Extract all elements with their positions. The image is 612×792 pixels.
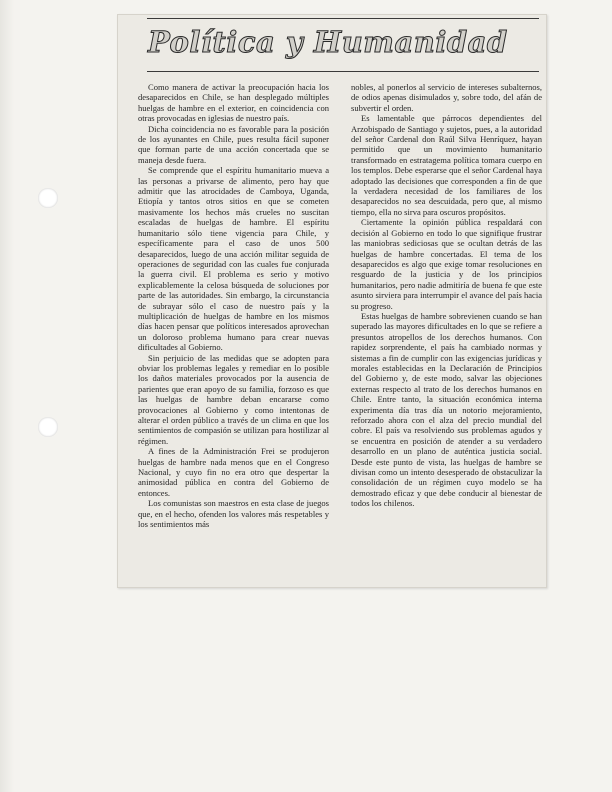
paragraph: Sin perjuicio de las medidas que se adopten para obviar los problemas legales y remediar en lo posible los daños materiales provocados por la ausencia de parientes que eran apoyo de su familia, forzoso es que las huelgas de hambre deban encararse como provocaciones al Gobierno y como intentonas de alterar el orden público a través de un clima en que los sentimientos de compasión se utilizan para hostilizar al régimen.	[138, 352, 329, 446]
punch-hole-bottom	[38, 417, 58, 437]
paragraph: Se comprende que el espíritu humanitario mueva a las personas a privarse de alimento, pero hay que admitir que las atrocidades de Camboya, Uganda, Etiopía y tantos otros sitios en que se cometen masivamente los hechos más crueles no suscitan escaladas de huelgas de hambre. El espíritu humanitario sólo tiene vigencia para Chile, y específicamente para el caso de unos 500 desaparecidos, luego de una acción militar seguida de operaciones de seguridad con las cuales fue conjurada la guerra civil. El problema es serio y motivo explicablemente la celosa búsqueda de soluciones por parte de las autoridades. Sin embargo, la circunstancia de subrayar sólo el caso de nuestro país y la multiplicación de huelgas de hambre en los mismos días hacen pensar que políticos interesados aprovechan un doloroso problema humano para crear nuevas dificultades al Gobierno.	[138, 165, 329, 353]
right-column	[351, 82, 542, 509]
paragraph: Es lamentable que párrocos dependientes del Arzobispado de Santiago y sujetos, pues, a la autoridad del señor Cardenal don Raúl Silva Henríquez, hayan permitido que un movimiento humanitario transformado en estratagema política tomara cuerpo en los templos. Debe esperarse que el señor Cardenal haya adoptado las decisiones que corresponden a fin de que la verdadera necesidad de los familiares de los desaparecidos no sea descuidada, pero que, al mismo tiempo, ella no sirva para oscuros propósitos.	[351, 113, 542, 217]
page-left-edge	[0, 0, 14, 792]
punch-hole-top	[38, 188, 58, 208]
paragraph: Estas huelgas de hambre sobrevienen cuando se han superado las mayores dificultades en lo que se refiere a presuntos atropellos de los derechos humanos. Con rapidez sorprendente, el país ha cambiado normas y sistemas a fin de cumplir con las exigencias jurídicas y morales establecidas en la Declaración de Principios del Gobierno y, de este modo, salvar las objeciones externas respecto al trato de los derechos humanos en Chile. Entre tanto, la situación económica interna experimenta día tras día un notorio mejoramiento, reforzado ahora con el alza del precio mundial del cobre. El país va resolviendo sus problemas agudos y se encuentra en posición de atender a su verdadero desarrollo en un plano de auténtica justicia social. Desde este punto de vista, las huelgas de hambre se divisan como un intento desesperado de obstaculizar la consolidación de un régimen cuyo modelo se ha demostrado eficaz y que debe conducir al bienestar de todos los chilenos.	[351, 310, 542, 509]
paragraph: Ciertamente la opinión pública respaldará con decisión al Gobierno en todo lo que signifique frustrar las maniobras sediciosas que se ocultan detrás de las huelgas de hambre concertadas. El tema de los desaparecidos es algo que exige tomar resoluciones en resguardo de la justicia y de los principios humanitarios, pero nadie admitiría de buena fe que este asunto sirviera para interrumpir el avance del país hacia su progreso.	[351, 217, 542, 311]
paragraph: Dicha coincidencia no es favorable para la posición de los ayunantes en Chile, pues resulta fácil suponer que forman parte de una acción concertada que se maneja desde fuera.	[138, 123, 329, 165]
title-top-rule	[147, 18, 539, 19]
article-title: Política y Humanidad	[148, 25, 508, 59]
paragraph: Como manera de activar la preocupación hacia los desaparecidos en Chile, se han desplegado múltiples huelgas de hambre en el exterior, en coincidencia con otras provocadas en iglesias de nuestro país.	[138, 82, 329, 124]
title-bottom-rule	[147, 71, 539, 72]
left-column	[138, 82, 329, 529]
paragraph: Los comunistas son maestros en esta clase de juegos que, en el hecho, ofenden los valores más respetables y los sentimientos más	[138, 498, 329, 530]
paragraph-continued: nobles, al ponerlos al servicio de intereses subalternos, de odios apenas disimulados y, sobre todo, del afán de subvertir el orden.	[351, 82, 542, 113]
paragraph: A fines de la Administración Frei se produjeron huelgas de hambre nada menos que en el Congreso Nacional, y cuyo fin no era otro que despertar la animosidad pública en contra del Gobierno de entonces.	[138, 446, 329, 498]
